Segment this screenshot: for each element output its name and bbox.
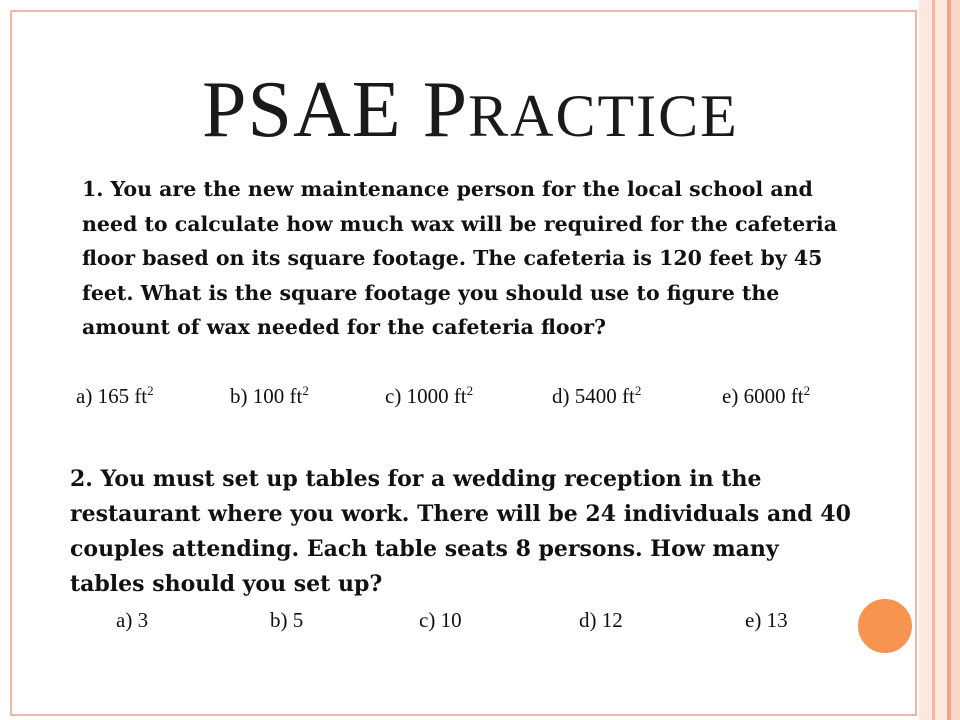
decorative-circle [856,597,914,655]
option-a: a) 165 $ft^2$ [76,383,154,408]
side-stripe [919,0,932,720]
side-stripe [935,0,947,720]
option-c: c) 1000 $ft^2$ [385,383,474,408]
question-2-text: 2. You must set up tables for a wedding reception in the restaurant where you work. There will be 24 individuals and 40 couples attending. Each table seats 8 persons. How many tables should you set up? [70,466,851,597]
option-e: e) 13 [745,608,788,632]
title-small-caps: RACTICE [468,83,739,149]
title-main: PSAE P [202,66,469,154]
option-a: a) 3 [116,608,149,632]
option-d: d) 5400 $ft^2$ [552,383,642,408]
option-d: d) 12 [579,608,623,632]
option-b: b) 5 [270,608,304,632]
option-c: c) 10 [419,608,462,632]
question-1-text: 1. You are the new maintenance person for the local school and need to calculate how much wax will be required for the cafeteria floor based on its square footage. The cafeteria is 120 feet by 45 feet. What is the square footage you should use to figure the amount of wax needed for the cafeteria floor? [82,177,838,339]
slide-title [202,66,739,154]
option-e: e) 6000 $ft^2$ [722,383,811,408]
option-b: b) 100 $ft^2$ [230,383,309,408]
side-stripe [951,0,960,720]
